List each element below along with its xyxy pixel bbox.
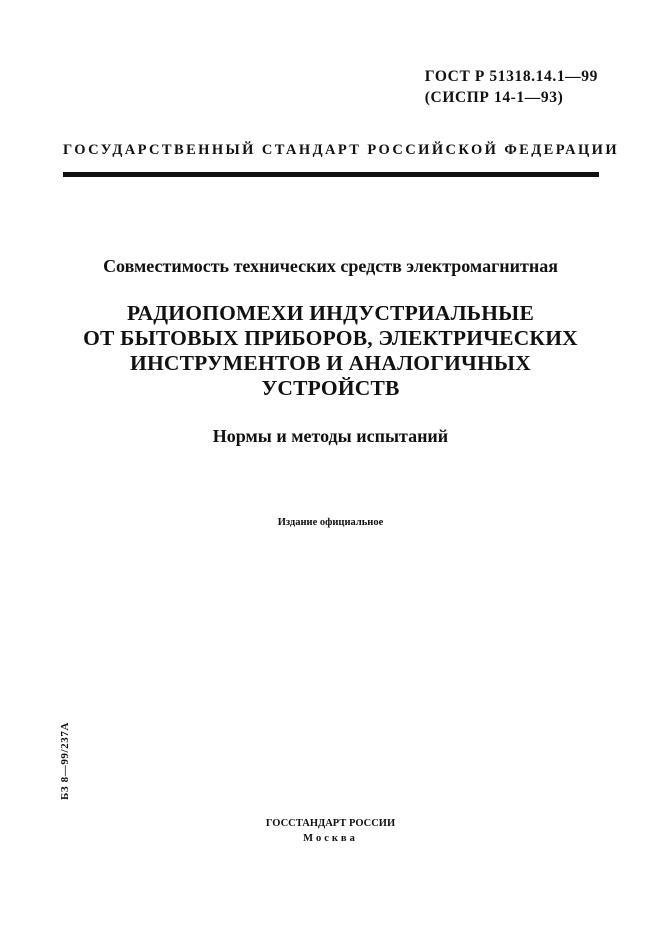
main-title-line: ИНСТРУМЕНТОВ И АНАЛОГИЧНЫХ (130, 351, 531, 375)
standard-designation (425, 66, 598, 108)
edition-note: Издание официальное (277, 517, 384, 528)
publisher-name: ГОССТАНДАРТ РОССИИ (265, 818, 396, 829)
main-title-line: ОТ БЫТОВЫХ ПРИБОРОВ, ЭЛЕКТРИЧЕСКИХ (83, 326, 578, 350)
main-title-line: РАДИОПОМЕХИ ИНДУСТРИАЛЬНЫЕ (127, 301, 534, 325)
standard-header: ГОСУДАРСТВЕННЫЙ СТАНДАРТ РОССИЙСКОЙ ФЕДЕРАЦИИ (63, 142, 620, 158)
publisher (0, 816, 661, 846)
field-title: Совместимость технических средств электромагнитная (103, 256, 558, 276)
publisher-city: Москва (303, 833, 358, 844)
main-title (60, 301, 601, 401)
designation-number: ГОСТ Р 51318.14.1—99 (424, 68, 598, 85)
header-rule (63, 172, 599, 177)
main-title-line: УСТРОЙСТВ (261, 376, 400, 400)
subtitle: Нормы и методы испытаний (212, 426, 449, 446)
designation-cispr: (СИСПР 14-1—93) (424, 89, 564, 106)
side-code: БЗ 8—99/237А (59, 721, 71, 800)
